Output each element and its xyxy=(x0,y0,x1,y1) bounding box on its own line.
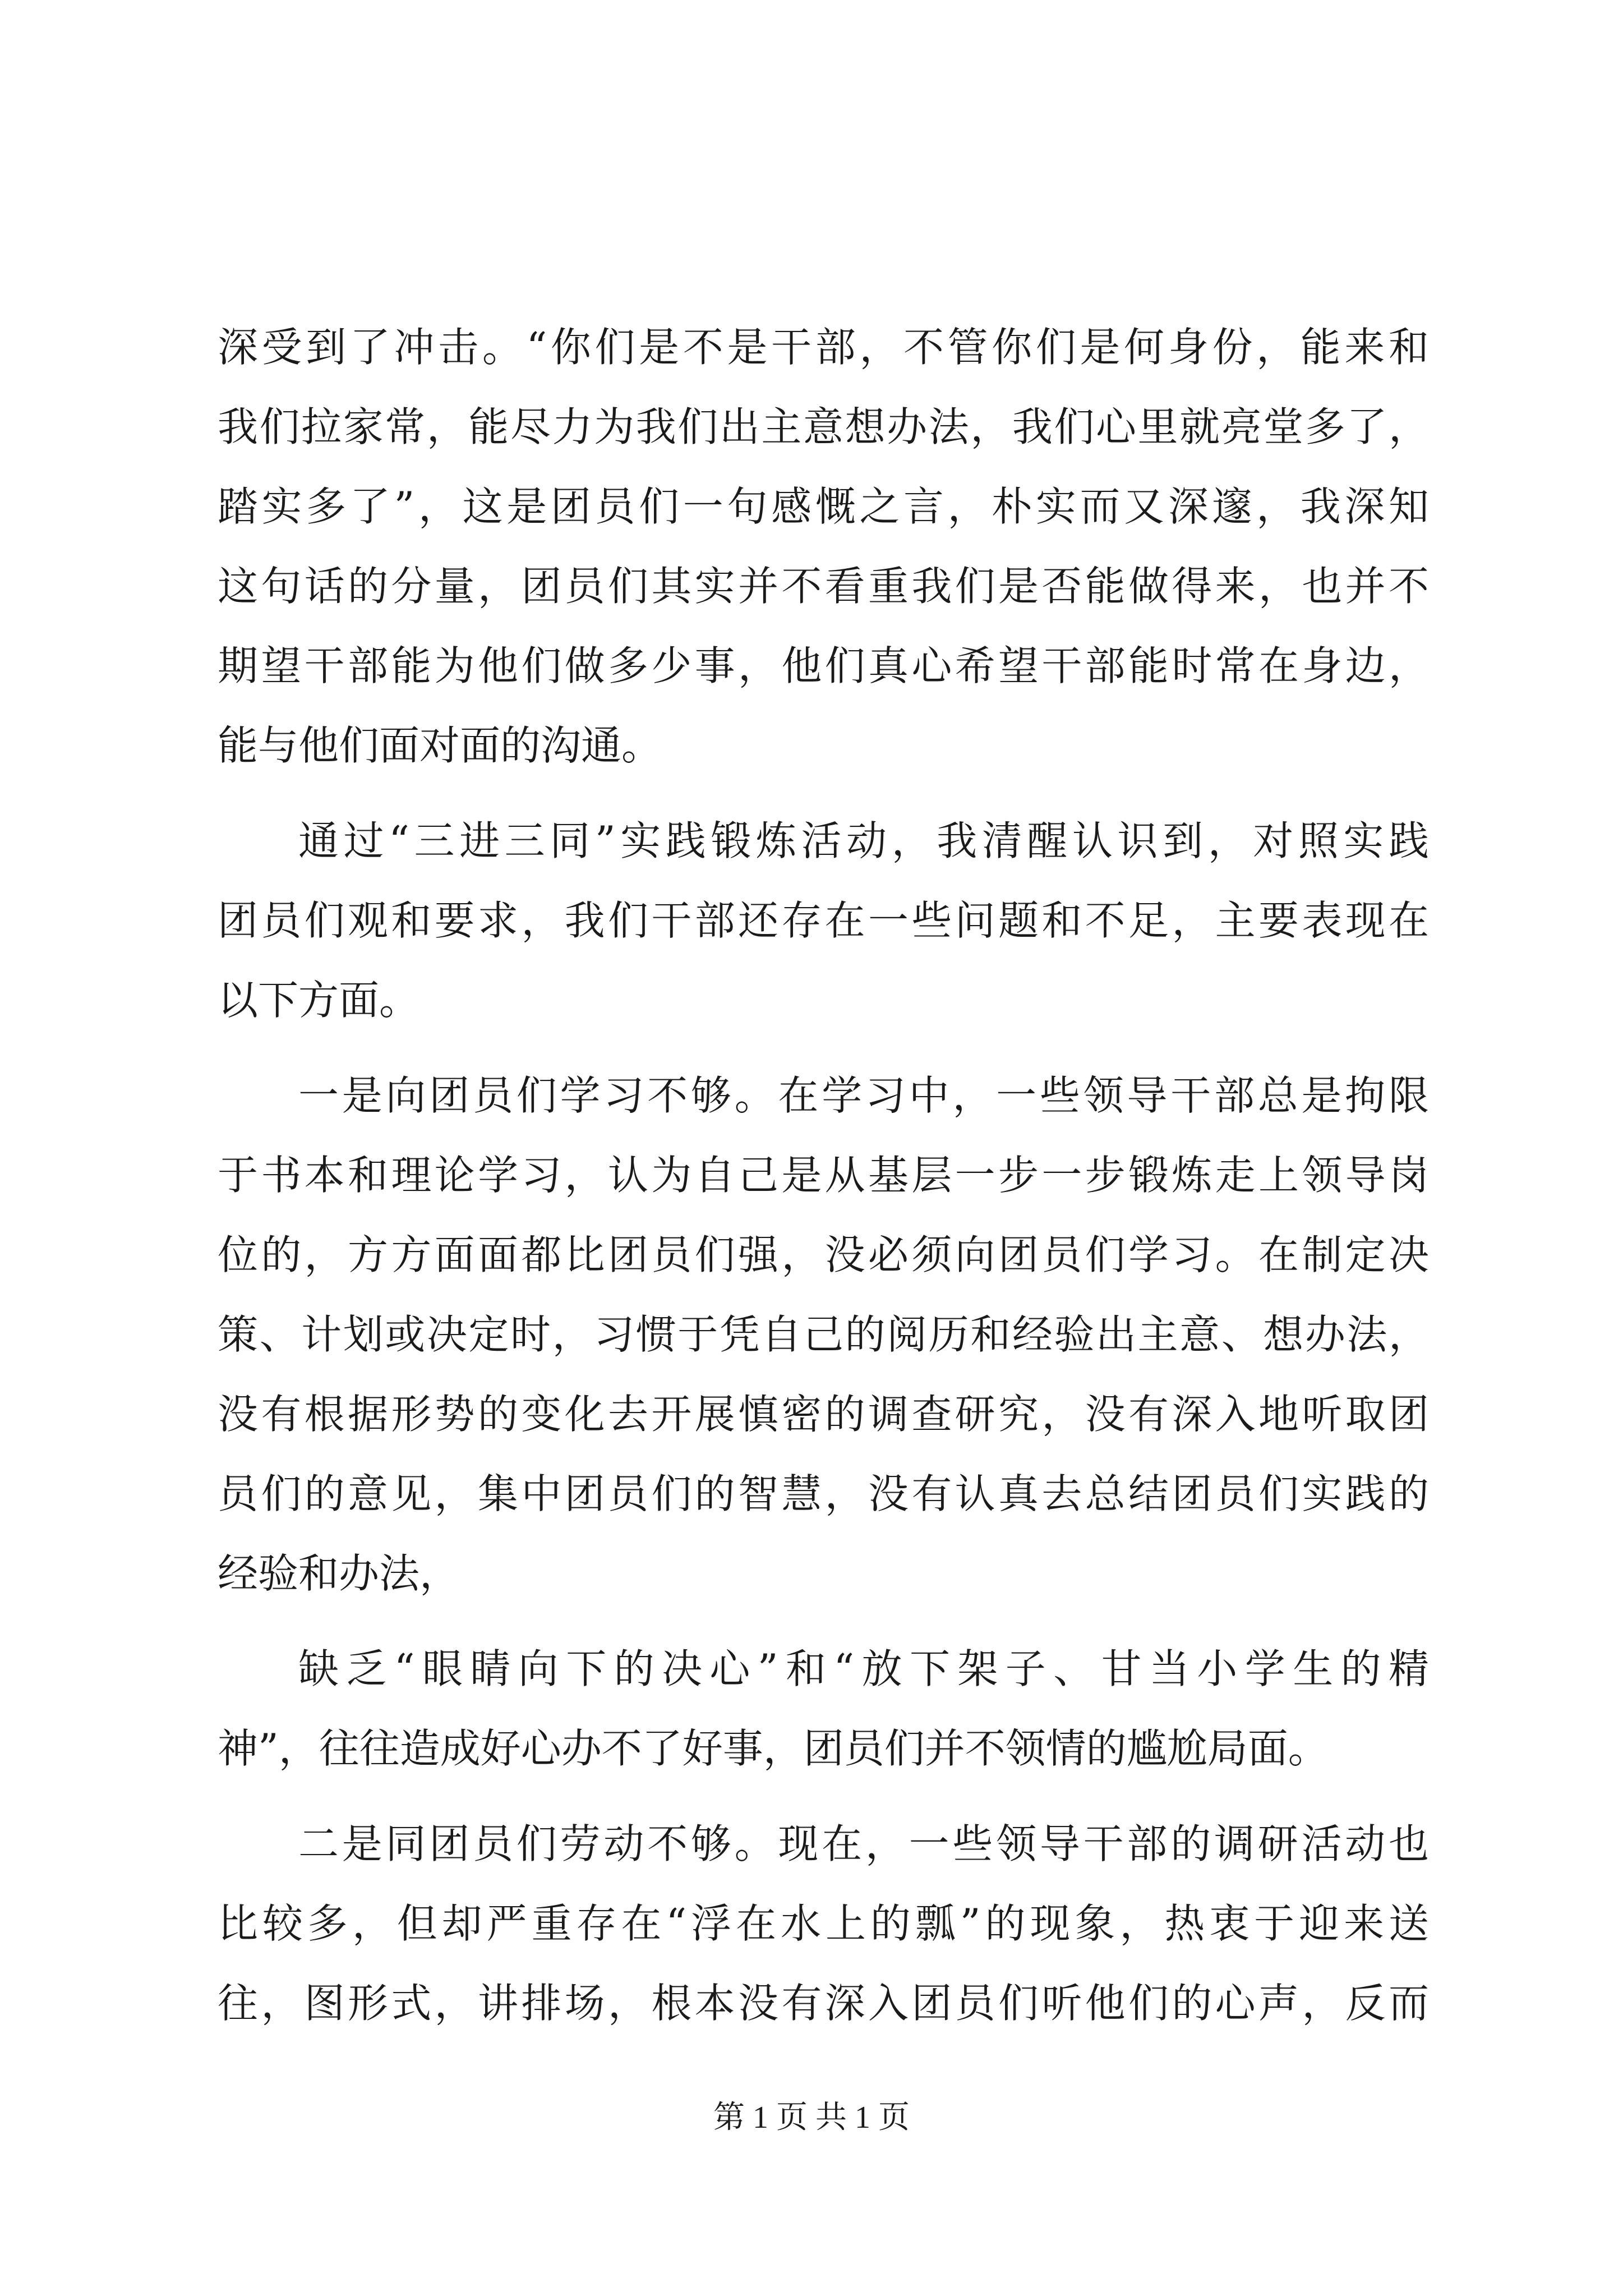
paragraph-3-line-2: 于书本和理论学习，认为自己是从基层一步一步锻炼走上领导岗 xyxy=(218,1152,1429,1199)
paragraph-gap xyxy=(218,785,1429,801)
paragraph-gap xyxy=(218,1040,1429,1056)
paragraph-2-line-2: 团员们观和要求，我们干部还存在一些问题和不足，主要表现在 xyxy=(218,897,1429,944)
paragraph-2-line-1: 通过“三进三同”实践锻炼活动，我清醒认识到，对照实践 xyxy=(298,817,1429,864)
body-text xyxy=(218,307,1429,2043)
paragraph-4-line-1: 缺乏“眼睛向下的决心”和“放下架子、甘当小学生的精 xyxy=(298,1645,1429,1692)
paragraph-5-line-2: 比较多，但却严重存在“浮在水上的瓢”的现象，热衷于迎来送 xyxy=(218,1900,1429,1947)
paragraph-2-line-3: 以下方面。 xyxy=(218,977,420,1024)
paragraph-5-line-3: 往，图形式，讲排场，根本没有深入团员们听他们的心声，反而 xyxy=(218,1980,1429,2027)
paragraph-1-line-1: 深受到了冲击。“你们是不是干部，不管你们是何身份，能来和 xyxy=(218,324,1429,371)
paragraph-3-line-4: 策、计划或决定时，习惯于凭自己的阅历和经验出主意、想办法， xyxy=(218,1311,1429,1358)
paragraph-1-line-3: 踏实多了”，这是团员们一句感慨之言，朴实而又深邃，我深知 xyxy=(218,483,1429,530)
paragraph-3-line-6: 员们的意见，集中团员们的智慧，没有认真去总结团员们实践的 xyxy=(218,1470,1429,1517)
paragraph-3-line-3: 位的，方方面面都比团员们强，没必须向团员们学习。在制定决 xyxy=(218,1231,1429,1278)
paragraph-1-line-4: 这句话的分量，团员们其实并不看重我们是否能做得来，也并不 xyxy=(218,563,1429,610)
paragraph-5-line-1: 二是同团员们劳动不够。现在，一些领导干部的调研活动也 xyxy=(298,1820,1429,1867)
paragraph-4-line-2: 神”，往往造成好心办不了好事，团员们并不领情的尴尬局面。 xyxy=(218,1725,1329,1772)
paragraph-3-line-1: 一是向团员们学习不够。在学习中，一些领导干部总是拘限 xyxy=(298,1072,1429,1119)
paragraph-gap xyxy=(218,1613,1429,1629)
page-number-footer: 第 1 页 共 1 页 xyxy=(713,2100,910,2135)
paragraph-3-line-7: 经验和办法， xyxy=(218,1550,460,1597)
paragraph-1-line-6: 能与他们面对面的沟通。 xyxy=(218,722,662,769)
paragraph-1-line-2: 我们拉家常，能尽力为我们出主意想办法，我们心里就亮堂多了， xyxy=(218,403,1429,450)
paragraph-gap xyxy=(218,1788,1429,1804)
paragraph-3-line-5: 没有根据形势的变化去开展慎密的调查研究，没有深入地听取团 xyxy=(218,1391,1429,1438)
paragraph-1-line-5: 期望干部能为他们做多少事，他们真心希望干部能时常在身边， xyxy=(218,642,1429,689)
